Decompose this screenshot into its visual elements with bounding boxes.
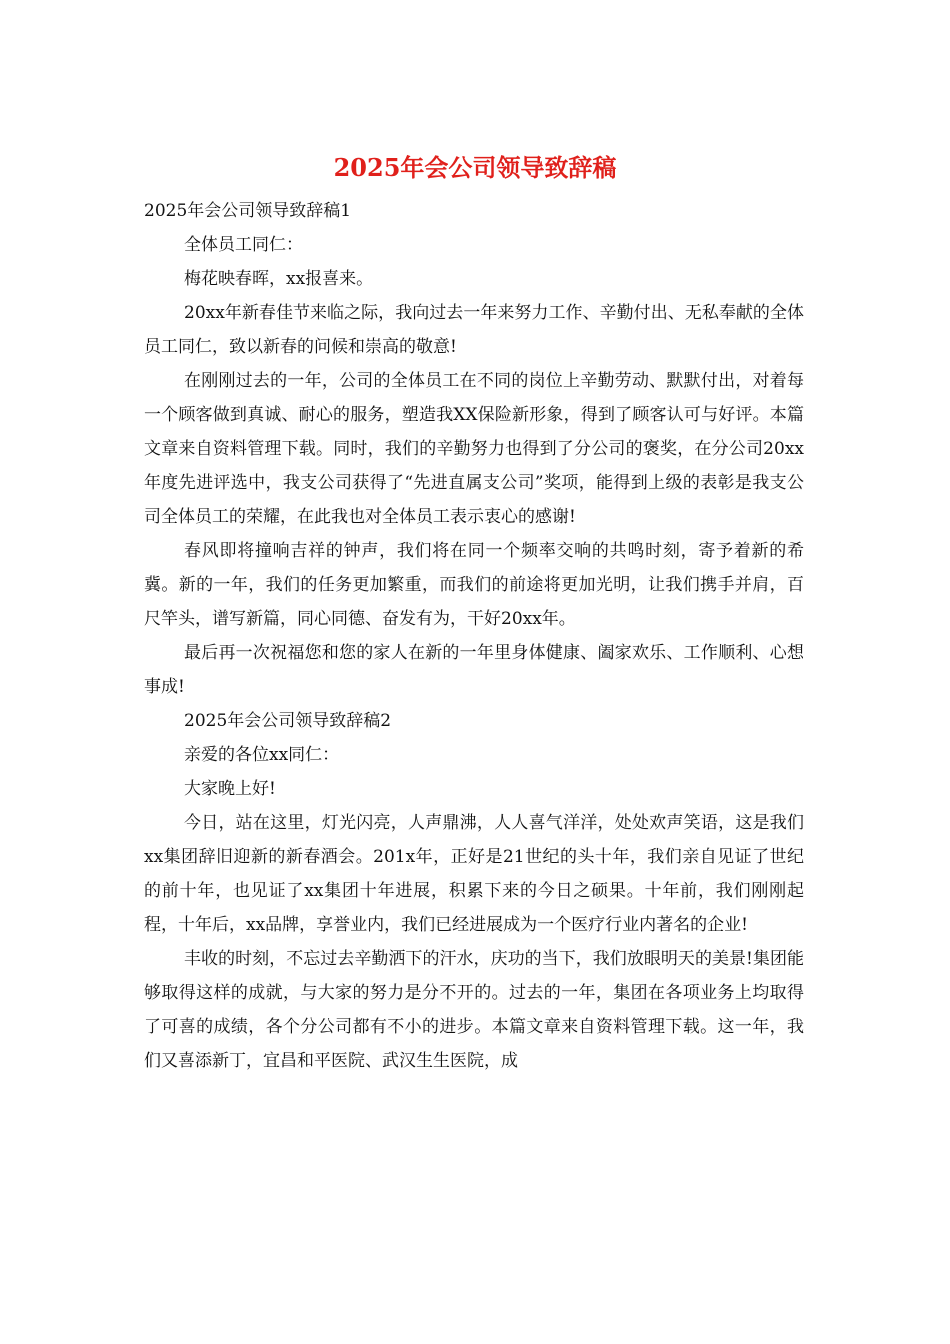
section-heading-1: 2025年会公司领导致辞稿1 (144, 201, 352, 221)
paragraph: 大家晚上好! (184, 779, 276, 799)
document-title: 2025年会公司领导致辞稿 (333, 153, 617, 182)
salutation: 亲爱的各位xx同仁： (184, 745, 340, 765)
paragraph: 春风即将撞响吉祥的钟声，我们将在同一个频率交响的共鸣时刻，寄予着新的希冀。新的一年，我们的任务更加繁重，而我们的前途将更加光明，让我们携手并肩，百尺竿头，谱写新篇，同心同德、奋发有为，干好20xx年。 (144, 541, 804, 629)
paragraph: 20xx年新春佳节来临之际，我向过去一年来努力工作、辛勤付出、无私奉献的全体员工同仁，致以新春的问候和崇高的敬意! (144, 303, 804, 357)
paragraph: 梅花映春晖，xx报喜来。 (184, 269, 374, 289)
salutation: 全体员工同仁： (184, 235, 303, 255)
document-body (144, 194, 804, 1078)
section-heading-2: 2025年会公司领导致辞稿2 (184, 711, 392, 731)
paragraph: 丰收的时刻，不忘过去辛勤洒下的汗水，庆功的当下，我们放眼明天的美景!集团能够取得这样的成就，与大家的努力是分不开的。过去的一年，集团在各项业务上均取得了可喜的成绩，各个分公司都有不小的进步。本篇文章来自资料管理下载。这一年，我们又喜添新丁，宜昌和平医院、武汉生生医院，成 (144, 949, 804, 1071)
paragraph: 最后再一次祝福您和您的家人在新的一年里身体健康、阖家欢乐、工作顺利、心想事成! (144, 643, 804, 697)
paragraph: 在刚刚过去的一年，公司的全体员工在不同的岗位上辛勤劳动、默默付出，对着每一个顾客做到真诚、耐心的服务，塑造我XX保险新形象，得到了顾客认可与好评。本篇文章来自资料管理下载。同时，我们的辛勤努力也得到了分公司的褒奖，在分公司20xx年度先进评选中，我支公司获得了“先进直属支公司”奖项，能得到上级的表彰是我支公司全体员工的荣耀，在此我也对全体员工表示衷心的感谢! (144, 371, 804, 527)
paragraph: 今日，站在这里，灯光闪亮，人声鼎沸，人人喜气洋洋，处处欢声笑语，这是我们xx集团辞旧迎新的新春酒会。201x年，正好是21世纪的头十年，我们亲自见证了世纪的前十年，也见证了xx集团十年进展，积累下来的今日之硕果。十年前，我们刚刚起程，十年后，xx品牌，享誉业内，我们已经进展成为一个医疗行业内著名的企业! (144, 813, 804, 935)
